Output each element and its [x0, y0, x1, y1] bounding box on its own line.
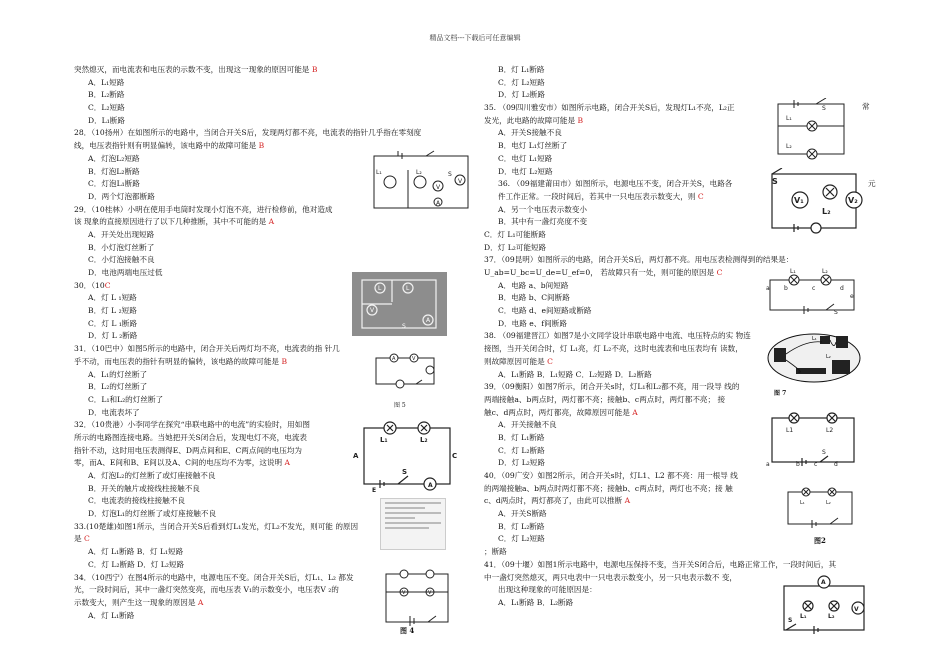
- svg-text:L₁: L₁: [800, 500, 805, 506]
- line-text: 39．（09衡阳）如图7所示，闭合开关s时，灯L₁和L₂都不亮，用一段导 线的: [484, 382, 740, 392]
- line-text: 线，电压表指针则有明显偏转，该电路中的故障可能是: [74, 141, 259, 151]
- line-text: C．L₂短路: [88, 103, 125, 113]
- page-header: 精品文档---下载后可任意编辑: [429, 34, 521, 42]
- line-text: C．电灯 L₁短路: [498, 153, 553, 163]
- svg-text:S: S: [402, 468, 408, 476]
- circuit-figure-5: [372, 352, 438, 409]
- line-text: B．L₂的灯丝断了: [88, 382, 148, 392]
- svg-text:S: S: [834, 309, 838, 314]
- line-text: C．小灯泡接触不良: [88, 255, 155, 265]
- line-text: 接图，当开关闭合时，灯 L₁亮，灯 L₂不亮，这时电流表和电压表均有 读数，: [484, 344, 743, 354]
- svg-text:L₂: L₂: [826, 354, 831, 360]
- svg-text:L₂: L₂: [822, 268, 828, 275]
- line-text: B．L₂断路: [88, 90, 125, 100]
- line-text: 33.(10楚雄)如图1所示，当闭合开关S后看到灯L₁发光，灯L₂不发光，则可能 的原因: [74, 521, 359, 531]
- fig7-caption: 图 7: [774, 390, 787, 397]
- line-text: 是: [74, 534, 85, 544]
- text-line: [484, 394, 880, 407]
- line-text: 零，而A、E间和B、E间以及A、C间的电压均不为零，这说明: [74, 458, 285, 468]
- line-text: 乎不动，而电压表的指针有明显的偏转，该电路的故障可能是: [74, 356, 282, 366]
- line-text: 35. （09四川雅安市）如图所示电路，闭合开关S后，发现灯L₁不亮，L₂正: [484, 103, 735, 113]
- line-text: C．电流表的接线柱接触不良: [88, 496, 185, 506]
- line-text: 两端接触a、b两点时，两灯都不亮；接触b、c两点时，两灯都不亮； 接: [484, 394, 726, 404]
- text-line: [74, 89, 478, 102]
- line-text: 29．（10桂林）小明在使用手电筒时发现小灯泡不亮，进行检修前，他对造成: [74, 204, 333, 214]
- line-text: A．另一个电压表示数变小: [498, 204, 588, 214]
- svg-text:L₂: L₂: [828, 613, 835, 620]
- fig4-caption: 图 4: [400, 626, 415, 635]
- circuit-figure-2: [782, 484, 858, 545]
- line-text: 所示的电路图连接电路。当她把开关S闭合后，发现电灯不亮，电流表: [74, 432, 308, 442]
- circuit-photo-q30: [352, 272, 447, 336]
- svg-text:V₂: V₂: [848, 196, 858, 205]
- q36-tail: 元: [868, 179, 876, 188]
- line-text: B．灯 L ₂短路: [88, 306, 137, 316]
- svg-text:S: S: [402, 323, 406, 330]
- answer-mark: A: [624, 496, 631, 506]
- svg-text:L₂: L₂: [822, 207, 831, 216]
- fig2-caption: 图2: [814, 536, 826, 545]
- line-text: 发光，此电路的故障可能是: [484, 115, 578, 125]
- line-text: A．灯泡L₂短路: [88, 153, 140, 163]
- answer-mark: B: [281, 356, 288, 366]
- line-text: 32．（10贵港）小李同学在探究“串联电路中的电流”的实验时，用如图: [74, 420, 310, 430]
- answer-mark: A: [268, 217, 275, 227]
- svg-text:d: d: [834, 461, 838, 468]
- svg-text:A: A: [428, 482, 433, 489]
- svg-text:b: b: [784, 285, 788, 292]
- svg-text:L1: L1: [786, 427, 794, 434]
- line-text: A．L₁的灯丝断了: [88, 369, 148, 379]
- text-line: [484, 77, 880, 90]
- svg-text:V: V: [412, 356, 416, 362]
- answer-mark: A: [284, 458, 290, 468]
- svg-text:C: C: [452, 452, 458, 460]
- line-text: 中一盏灯突然熄灭，两只电表中一只电表示数变小，另一只电表示数不 变，: [484, 572, 738, 582]
- text-line: [74, 242, 478, 255]
- line-text: D．两个灯泡都断路: [88, 191, 155, 201]
- line-text: 示数变大，则产生这一现象的原因是: [74, 597, 198, 607]
- scan-image-q33: [380, 498, 446, 550]
- text-line: [74, 254, 478, 267]
- line-text: D．L₁断路: [88, 115, 125, 125]
- svg-text:V: V: [428, 590, 432, 596]
- line-text: D．电流表坏了: [88, 407, 140, 417]
- svg-text:A: A: [392, 356, 396, 362]
- answer-mark: C: [697, 191, 704, 201]
- svg-text:L₂: L₂: [416, 169, 422, 176]
- line-text: U_ab=U_bc=U_de=U_ef=0， 若故障只有一处，则可能的原因是: [484, 268, 717, 277]
- line-text: C．灯 L₂短路: [498, 534, 545, 544]
- svg-text:V: V: [458, 178, 463, 185]
- line-text: B．灯 L₂断路: [498, 521, 545, 531]
- text-line: [74, 229, 478, 242]
- line-text: C．灯 L₁可能断路: [484, 229, 546, 239]
- svg-text:L₁: L₁: [376, 169, 382, 176]
- svg-text:L₁: L₁: [812, 336, 817, 342]
- line-text: C．电路 d、e间短路或断路: [498, 306, 592, 316]
- q35-tail: 常: [862, 102, 870, 111]
- text-line: [484, 546, 880, 559]
- svg-text:A: A: [821, 579, 826, 586]
- text-line: [484, 64, 880, 77]
- line-text: B．灯 L₁断路: [498, 432, 545, 442]
- line-text: D．电路 e、f间断路: [498, 318, 567, 328]
- line-text: C．L₁和L₂的灯丝断了: [88, 394, 164, 404]
- svg-text:V₁: V₁: [794, 196, 804, 205]
- line-text: B．灯泡L₂断路: [88, 166, 140, 176]
- svg-text:V: V: [370, 307, 375, 314]
- line-text: 40．（09广安）如图2所示，闭合开关s时，灯L1、L2 都不亮：用一根导 线: [484, 471, 738, 480]
- line-text: 的两端接触a、b两点时两灯都不亮；接触b、c两点时，两灯也不亮；接 触: [484, 483, 733, 493]
- line-text: A．灯泡L₂的灯丝断了或灯座接触不良: [88, 471, 216, 480]
- line-text: c、d两点时，两灯都亮了，由此可以推断: [484, 496, 625, 506]
- line-text: A．开关处出现短路: [88, 229, 155, 239]
- text-line: [484, 318, 880, 331]
- svg-text:a: a: [766, 461, 770, 468]
- line-text: A．灯 L₁断路 B．灯 L₁短路: [88, 547, 184, 557]
- svg-text:E: E: [372, 487, 377, 492]
- line-text: A．L₁短路: [88, 77, 125, 87]
- line-text: D．电池两端电压过低: [88, 268, 163, 277]
- svg-text:b: b: [796, 461, 800, 468]
- svg-text:c: c: [814, 461, 818, 468]
- svg-text:S: S: [822, 105, 826, 112]
- svg-text:L₂: L₂: [826, 500, 831, 506]
- svg-text:L: L: [406, 285, 410, 292]
- svg-text:S: S: [448, 171, 452, 178]
- answer-mark: B: [258, 141, 265, 151]
- line-text: D．灯泡L₁的灯丝断了或灯座接触不良: [88, 509, 217, 519]
- circuit-figure-4: [380, 568, 454, 634]
- circuit-figure-q37: [764, 268, 860, 314]
- svg-text:S: S: [788, 617, 793, 624]
- line-text: D．电灯 L₂短路: [498, 166, 553, 176]
- svg-text:L: L: [378, 285, 382, 292]
- line-text: 光，一段时间后，其中一盏灯突然变亮，而电压表 V₁的示数变小，电压表V ₂的: [74, 585, 339, 595]
- line-text: C．灯 L ₁断路: [88, 318, 138, 328]
- svg-text:S: S: [772, 177, 778, 186]
- text-line: [74, 64, 478, 77]
- svg-text:c: c: [812, 285, 816, 292]
- svg-text:V: V: [436, 184, 441, 191]
- text-line: [484, 559, 880, 572]
- text-line: [484, 254, 880, 267]
- answer-mark: B: [311, 65, 318, 74]
- line-text: D．灯 L₂可能短路: [484, 242, 547, 252]
- line-text: 该 现象的直接原因进行了以下几种推断，其中不可能的是: [74, 217, 269, 227]
- svg-text:A: A: [353, 452, 359, 460]
- answer-mark: C: [547, 356, 553, 366]
- line-text: ；断路: [484, 547, 507, 557]
- line-text: 件工作正常。一段时间后，若其中一只电压表示数变大，则: [498, 191, 698, 201]
- line-text: 37．（09昆明）如图所示的电路，闭合开关S后，两灯都不亮。用电压表检测得到的结果是：: [484, 255, 794, 265]
- svg-text:A: A: [426, 317, 431, 324]
- line-text: C．灯 L₂断路 D．灯 L₂短路: [88, 559, 185, 569]
- answer-mark: C: [84, 534, 90, 544]
- line-text: 指针不动，这时用电压表测得E、D两点间和E、C两点间的电压均为: [74, 445, 303, 455]
- answer-mark: A: [197, 597, 204, 607]
- svg-text:L₁: L₁: [790, 268, 796, 275]
- line-text: 则故障原因可能是: [484, 356, 548, 366]
- answer-mark: C: [104, 280, 111, 290]
- svg-text:L₂: L₂: [786, 143, 792, 150]
- line-text: B．开关的触片或接线柱接触不良: [88, 483, 200, 493]
- svg-text:L₂: L₂: [420, 436, 428, 444]
- svg-text:a: a: [766, 285, 770, 292]
- line-text: A．灯 L ₁短路: [88, 293, 137, 303]
- text-line: [484, 470, 880, 483]
- line-text: 36. （09福建莆田市）如图所示，电源电压不变，闭合开关S，电路各: [498, 179, 733, 189]
- line-text: A．L₁断路 B．L₂断路: [498, 597, 574, 607]
- line-text: C．灯 L₂短路: [498, 77, 545, 87]
- text-line: [74, 102, 478, 115]
- line-text: 出现这种现象的可能原因是：: [498, 585, 597, 595]
- line-text: 38. （09福建晋江）如图7是小文同学设计串联电路中电流、电压特点的实 物连: [484, 331, 751, 341]
- answer-mark: B: [577, 115, 584, 125]
- text-line: [74, 77, 478, 90]
- svg-text:L2: L2: [826, 427, 834, 434]
- answer-mark: A: [632, 407, 638, 417]
- svg-text:L₁: L₁: [380, 436, 388, 444]
- line-text: B．灯 L₁断路: [498, 65, 545, 74]
- circuit-figure-q35: [772, 98, 852, 160]
- text-line: [74, 115, 478, 128]
- line-text: A．开关接触不良: [498, 420, 557, 430]
- line-text: 30．（10: [74, 280, 105, 290]
- line-text: 41．（09十堰）如图1所示电路中，电源电压保持不变，当开关S闭合后，电路正常工作，一段时间后，其: [484, 559, 837, 569]
- line-text: D．灯 L ₂断路: [88, 331, 138, 341]
- line-text: 触c、d两点时，两灯都亮，故障原因可能是: [484, 407, 633, 417]
- svg-text:V: V: [402, 590, 406, 596]
- line-text: A．L₁断路 B．L₁短路 C．L₂短路 D．L₂断路: [498, 369, 652, 379]
- circuit-figure-q41: [778, 574, 870, 638]
- line-text: B．电路 b、C间断路: [498, 293, 570, 303]
- line-text: D．灯 L₂断路: [498, 90, 545, 100]
- svg-text:V: V: [854, 606, 859, 613]
- line-text: 34．（10西宁）在图4所示的电路中，电源电压不变。闭合开关S后，灯L₁、L₂ 都发: [74, 572, 354, 582]
- svg-text:L₁: L₁: [786, 115, 792, 122]
- line-text: B．小灯泡灯丝断了: [88, 242, 155, 252]
- line-text: A．开关S断路: [498, 509, 547, 519]
- line-text: D．灯 L₂短路: [498, 458, 545, 468]
- circuit-figure-q39: [766, 408, 860, 468]
- line-text: 突然熄灭，而电流表和电压表的示数不变，出现这一现象的原因可能是: [74, 65, 312, 74]
- line-text: B．电灯 L₁灯丝断了: [498, 141, 568, 151]
- circuit-figure-q32: [350, 418, 460, 492]
- circuit-figure-q28: [368, 150, 474, 214]
- text-line: [74, 127, 478, 140]
- svg-text:S: S: [822, 449, 826, 456]
- line-text: 28．（10扬州）在如图所示的电路中，当闭合开关S后，发现两灯都不亮，电流表的指针几乎指在零刻度: [74, 128, 422, 138]
- svg-text:d: d: [840, 285, 844, 292]
- circuit-figure-q36: [764, 168, 864, 234]
- line-text: 31．（10巴中）如图5所示的电路中，闭合开关后两灯均不亮，电流表的指 针几: [74, 344, 340, 354]
- svg-text:e: e: [850, 293, 854, 300]
- fig5-caption: 图 5: [394, 402, 406, 409]
- line-text: A．开关S接触不良: [498, 128, 562, 138]
- answer-mark: C: [716, 268, 723, 277]
- line-text: A．电路 a、b间短路: [498, 280, 569, 290]
- line-text: A．灯 L₁断路: [88, 610, 135, 620]
- circuit-photo-q38: [766, 330, 862, 397]
- text-line: [74, 216, 478, 229]
- text-line: [484, 242, 880, 255]
- svg-text:L₁: L₁: [800, 613, 807, 620]
- line-text: B．其中有一盏灯亮度不变: [498, 217, 588, 227]
- line-text: C．灯 L₂断路: [498, 445, 545, 455]
- svg-text:A: A: [436, 200, 441, 207]
- line-text: C．灯泡L₁断路: [88, 179, 140, 189]
